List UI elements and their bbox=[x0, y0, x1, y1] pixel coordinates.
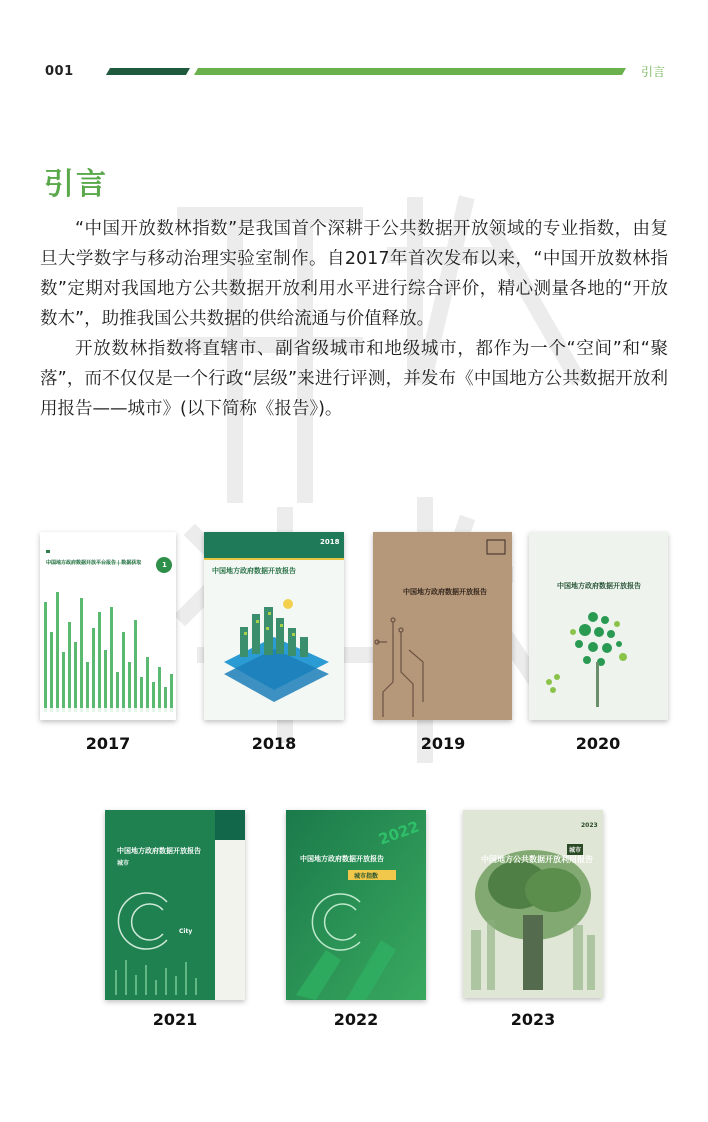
cover-2022-subtitle: 城市指数 bbox=[354, 873, 379, 880]
year-2021: 2021 bbox=[152, 1010, 198, 1029]
year-2020: 2020 bbox=[575, 734, 621, 753]
cover-2018-title: 中国地方政府数据开放报告 bbox=[212, 567, 296, 575]
header-bar-light bbox=[194, 68, 626, 75]
intro-text bbox=[40, 214, 668, 424]
cover-2022-badge: 2022 bbox=[376, 817, 422, 849]
year-2023: 2023 bbox=[510, 1010, 556, 1029]
cover-2020-title: 中国地方政府数据开放报告 bbox=[557, 582, 641, 590]
cover-2017 bbox=[40, 532, 176, 720]
paragraph-2: 开放数林指数将直辖市、副省级城市和地级城市，都作为一个“空间”和“聚落”，而不仅仅是一个行政“层级”来进行评测，并发布《中国地方公共数据开放利用报告——城市》(以下简称《报告》)。 bbox=[40, 339, 668, 419]
paragraph-1: “中国开放数林指数”是我国首个深耕于公共数据开放领域的专业指数，由复旦大学数字与移动治理实验室制作。自2017年首次发布以来，“中国开放数林指数”定期对我国地方公共数据开放利用水平进行综合评价，精心测量各地的“开放数木”，助推我国公共数据的供给流通与价值释放。 bbox=[40, 219, 668, 329]
cover-2017-title: 中国地方政府数据开放平台报告 | 数据获取 bbox=[46, 560, 142, 566]
cover-2023 bbox=[463, 810, 603, 998]
year-2022: 2022 bbox=[333, 1010, 379, 1029]
cover-2020 bbox=[529, 532, 668, 720]
cover-2019-title: 中国地方政府数据开放报告 bbox=[403, 588, 487, 596]
cover-2017-badge: 1 bbox=[162, 561, 167, 569]
year-2019: 2019 bbox=[420, 734, 466, 753]
cover-2021-subtitle: 城市 bbox=[117, 860, 130, 867]
page-header bbox=[0, 0, 708, 90]
cover-2021-title: 中国地方政府数据开放报告 bbox=[117, 847, 201, 855]
section-label: 引言 bbox=[641, 65, 666, 79]
cover-2022-title: 中国地方政府数据开放报告 bbox=[300, 855, 384, 863]
header-bar-dark bbox=[106, 68, 190, 75]
cover-2021 bbox=[105, 810, 245, 1000]
cover-2023-subtitle: 城市 bbox=[567, 844, 583, 855]
cover-2021-badge: City bbox=[179, 928, 193, 935]
year-2018: 2018 bbox=[251, 734, 297, 753]
cover-2018-badge: 2018 bbox=[320, 538, 340, 546]
cover-2023-title: 中国地方公共数据开放利用报告 bbox=[481, 855, 593, 864]
cover-2022 bbox=[286, 810, 426, 1000]
page-title: 引言 bbox=[44, 167, 108, 203]
cover-2023-badge: 2023 bbox=[581, 822, 598, 829]
cover-2019 bbox=[373, 532, 512, 720]
page-number: 001 bbox=[45, 64, 74, 79]
year-2017: 2017 bbox=[85, 734, 131, 753]
cover-2018 bbox=[204, 532, 344, 720]
